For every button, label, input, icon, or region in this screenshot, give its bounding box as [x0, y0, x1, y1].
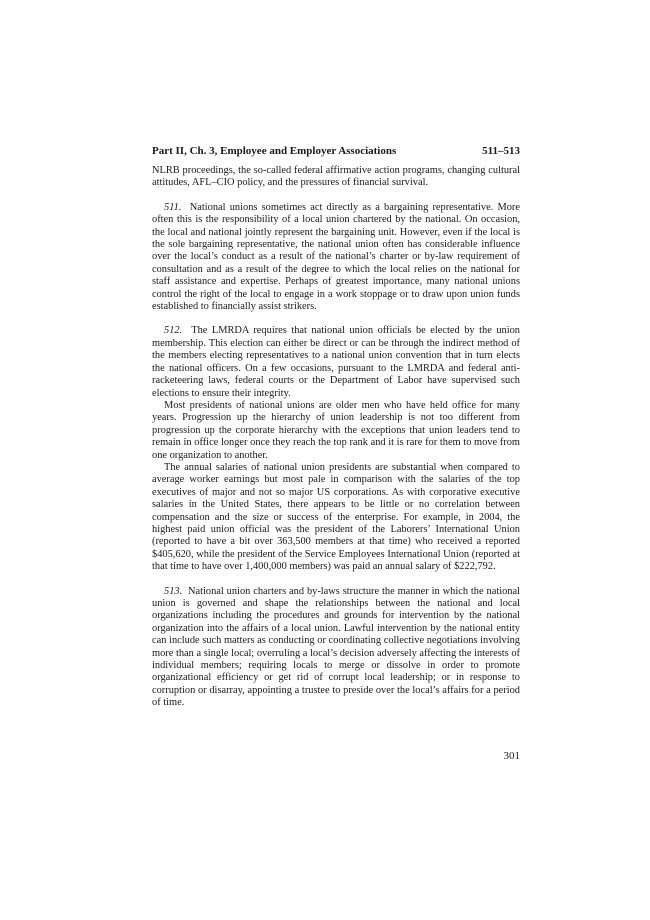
section-511 [152, 202, 520, 314]
section-number-512: 512. [164, 325, 183, 337]
page-body [152, 144, 520, 710]
section-number-513: 513. [164, 585, 183, 597]
paragraph-gap [152, 574, 520, 586]
section-512 [152, 325, 520, 399]
running-head [152, 144, 520, 158]
section-number-511: 511. [164, 201, 182, 213]
section-511-text: National unions sometimes act directly as a bargaining representative. More often this is the responsibility of a local union chartered by the national. On occasion, the local and national jointly represent the bargaining unit. However, even if the local is the sole bargaining representative, the national union often has considerable influence over the local’s conduct as a result of the national’s charter or by-law requirement of consultation and as a result of the degree to which the local relies on the national for staff assistance and expertise. Perhaps of greatest importance, many national unions control the right of the local to engage in a work stoppage or to draw upon union funds established to financially assist strikers. [152, 201, 521, 313]
paragraph-continued: NLRB proceedings, the so-called federal affirmative action programs, changing cultural attitudes, AFL–CIO policy, and the pressures of financial survival. [152, 165, 520, 189]
running-head-section-range: 511–513 [482, 145, 520, 157]
section-513 [152, 586, 520, 710]
running-head-title: Part II, Ch. 3, Employee and Employer Associations [152, 145, 397, 157]
section-512-paragraph-3: The annual salaries of national union presidents are substantial when compared to average worker earnings but most pale in comparison with the salaries of the top executives of major and not so major US corporations. As with corporative executive salaries in the United States, there appears to be little or no correlation between compensation and the size or success of the enterprise. For example, in 2004, the highest paid union official was the president of the Laborers’ International Union (reported to have a bit over 363,500 members at that time) who received a reported $405,620, while the president of the Service Employees International Union (reported at that time to have over 1,400,000 members) was paid an annual salary of $222,792. [152, 461, 520, 573]
section-512-paragraph-2: Most presidents of national unions are older men who have held office for many years. Progression up the hierarchy of union leadership is not too different from progression up the corporate hierarchy with the exceptions that union leaders tend to remain in office longer once they reach the top rank and it is rare for them to move from one organization to another. [152, 399, 520, 461]
paragraph-gap [152, 313, 520, 325]
paragraph-gap [152, 190, 520, 202]
section-513-text: National union charters and by-laws structure the manner in which the national union is governed and shape the relationships between the national and local organizations including the procedures and grounds for intervention by the national organization into the affairs of a local union. Lawful intervention by the national entity can include such matters as conducting or coordinating collective negotiations involving more than a single local; overruling a local’s decision adversely affecting the interests of individual members; requiring locals to merge or dissolve in order to promote organizational efficiency or get rid of corrupt local leadership; or in response to corruption or disarray, appointing a trustee to preside over the local’s affairs for a period of time. [152, 585, 520, 709]
section-512-text: The LMRDA requires that national union officials be elected by the union membership. This election can either be direct or can be through the indirect method of the members electing representatives to a national union convention that in turn elects the national officers. On a few occasions, pursuant to the LMRDA and federal anti-racketeering laws, federal courts or the Department of Labor have supervised such elections to ensure their integrity. [152, 325, 520, 399]
page-number: 301 [503, 750, 520, 762]
